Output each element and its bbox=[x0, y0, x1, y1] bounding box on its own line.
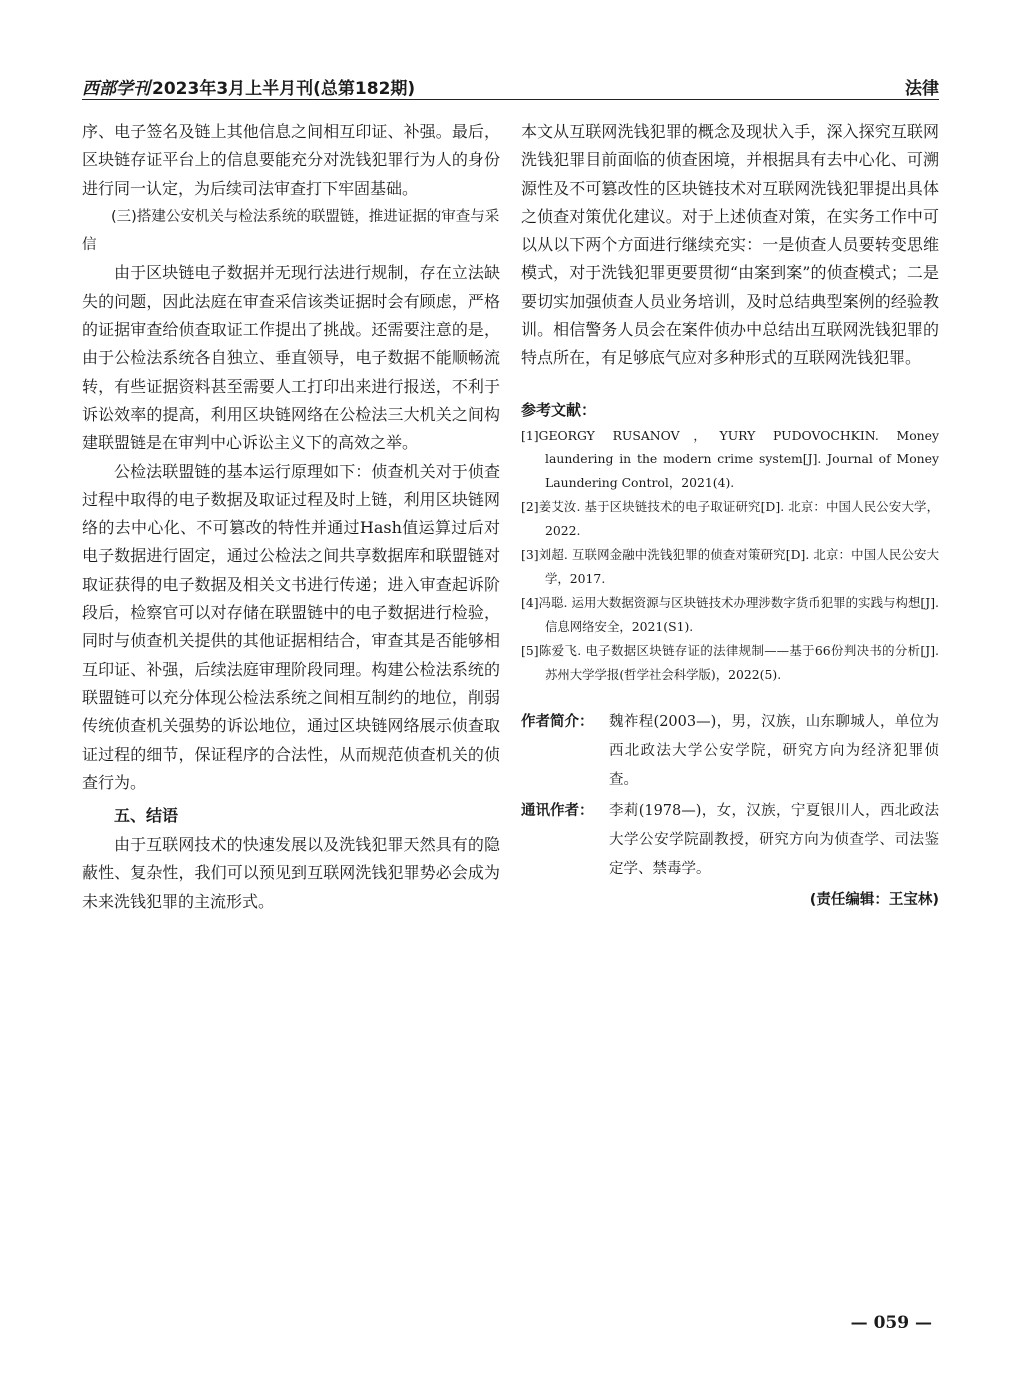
author-text: 魏祚程(2003—)，男，汉族，山东聊城人，单位为西北政法大学公安学院，研究方向为经济犯罪侦查。 bbox=[609, 714, 939, 789]
journal-logo: 西部学刊 bbox=[82, 79, 150, 99]
reference-item: [3]刘超. 互联网金融中洗钱犯罪的侦查对策研究[D]. 北京：中国人民公安大学，2017. bbox=[521, 547, 939, 586]
references-list bbox=[521, 424, 939, 687]
page-header bbox=[82, 72, 939, 102]
corresponding-label: 通讯作者： bbox=[521, 803, 594, 820]
references-title: 参考文献： bbox=[521, 400, 597, 419]
header-rule bbox=[82, 99, 939, 100]
responsible-editor: (责任编辑：王宝林) bbox=[809, 892, 939, 909]
reference-item: [5]陈爱飞. 电子数据区块链存证的法律规制——基于66份判决书的分析[J]. 苏州大学学报(哲学社会科学版)，2022(5). bbox=[521, 643, 939, 682]
author-bio bbox=[521, 708, 939, 795]
paragraph: 本文从互联网洗钱犯罪的概念及现状入手，深入探究互联网洗钱犯罪目前面临的侦查困境，并根据具有去中心化、可溯源性及不可篡改性的区块链技术对互联网洗钱犯罪提出具体之侦查对策优化建议。对于上述侦查对策，在实务工作中可以从以下两个方面进行继续充实：一是侦查人员要转变思维模式，对于洗钱犯罪更要贯彻“由案到案”的侦查模式；二是要切实加强侦查人员业务培训，及时总结典型案例的经验教训。相信警务人员会在案件侦办中总结出互联网洗钱犯罪的特点所在，有足够底气应对多种形式的互联网洗钱犯罪。 bbox=[521, 122, 939, 368]
reference-item: [1]GEORGY RUSANOV，YURY PUDOVOCHKIN. Money laundering in the modern crime system[J]. Journal of Money Laundering Control，2021(4). bbox=[521, 427, 939, 490]
reference-item: [2]姜艾汝. 基于区块链技术的电子取证研究[D]. 北京：中国人民公安大学，2022. bbox=[521, 499, 939, 538]
reference-item: [4]冯聪. 运用大数据资源与区块链技术办理涉数字货币犯罪的实践与构想[J]. 信息网络安全，2021(S1). bbox=[521, 595, 939, 634]
right-column bbox=[521, 118, 939, 909]
left-column bbox=[82, 118, 500, 916]
journal-issue: 2023年3月上半月刊(总第182期) bbox=[152, 79, 416, 99]
subsection-heading: (三)搭建公安机关与检法系统的联盟链，推进证据的审查与采信 bbox=[82, 208, 500, 254]
section-name: 法律 bbox=[905, 79, 939, 99]
corresponding-author bbox=[521, 797, 939, 884]
paragraph: 公检法联盟链的基本运行原理如下：侦查机关对于侦查过程中取得的电子数据及取证过程及时上链，利用区块链网络的去中心化、不可篡改的特性并通过Hash值运算过后对电子数据进行固定，通过公检法之间共享数据库和联盟链对取证获得的电子数据及相关文书进行传递；进入审查起诉阶段后，检察官可以对存储在联盟链中的电子数据进行检验，同时与侦查机关提供的其他证据相结合，审查其是否能够相互印证、补强，后续法庭审理阶段同理。构建公检法系统的联盟链可以充分体现公检法系统之间相互制约的地位，削弱传统侦查机关强势的诉讼地位，通过区块链网络展示侦查取证过程的细节，保证程序的合法性，从而规范侦查机关的侦查行为。 bbox=[82, 461, 500, 792]
author-label: 作者简介： bbox=[521, 714, 594, 731]
paragraph: 序、电子签名及链上其他信息之间相互印证、补强。最后，区块链存证平台上的信息要能充分对洗钱犯罪行为人的身份进行同一认定，为后续司法审查打下牢固基础。 bbox=[82, 122, 500, 198]
paragraph: 由于互联网技术的快速发展以及洗钱犯罪天然具有的隐蔽性、复杂性，我们可以预见到互联网洗钱犯罪势必会成为未来洗钱犯罪的主流形式。 bbox=[82, 835, 500, 911]
page-number: — 059 — bbox=[850, 1313, 932, 1333]
corresponding-text: 李莉(1978—)，女，汉族，宁夏银川人，西北政法大学公安学院副教授，研究方向为侦查学、司法鉴定学、禁毒学。 bbox=[609, 803, 939, 878]
author-info bbox=[521, 708, 939, 909]
section-heading: 五、结语 bbox=[114, 806, 179, 826]
journal-info bbox=[82, 74, 415, 99]
paragraph: 由于区块链电子数据并无现行法进行规制，存在立法缺失的问题，因此法庭在审查采信该类证据时会有顾虑，严格的证据审查给侦查取证工作提出了挑战。还需要注意的是，由于公检法系统各自独立、垂直领导，电子数据不能顺畅流转，有些证据资料甚至需要人工打印出来进行报送，不利于诉讼效率的提高，利用区块链网络在公检法三大机关之间构建联盟链是在审判中心诉讼主义下的高效之举。 bbox=[82, 263, 500, 453]
